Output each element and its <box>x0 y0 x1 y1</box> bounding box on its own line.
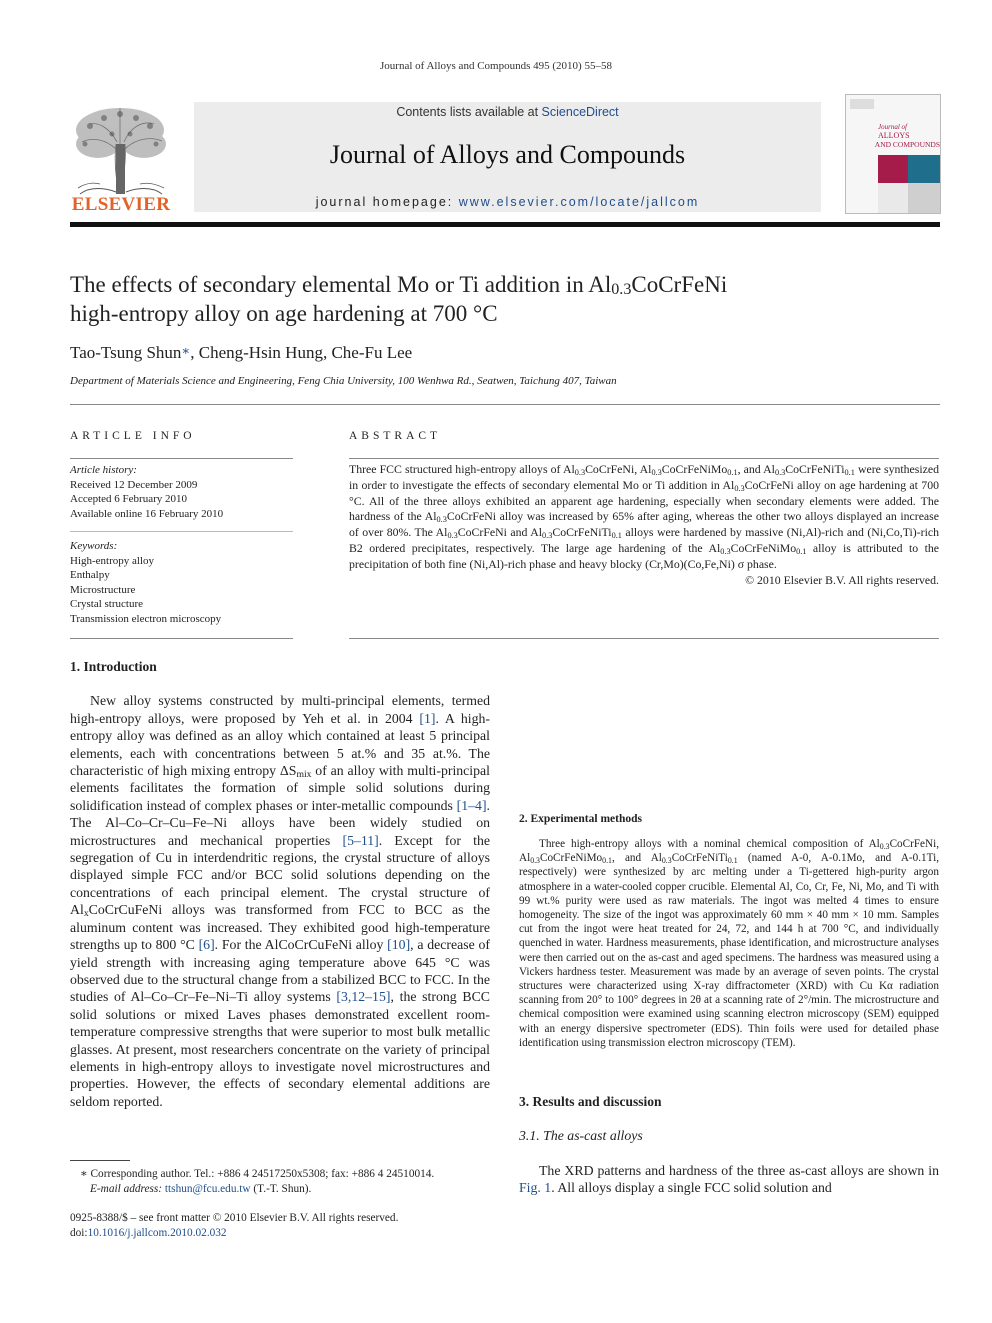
author-first: Tao-Tsung Shun <box>70 343 182 362</box>
keywords <box>70 539 293 626</box>
abstract-text: CoCrFeNiMo <box>661 462 728 476</box>
journal-banner <box>194 102 821 212</box>
contents-line <box>194 105 821 119</box>
text: New alloy systems constructed by multi-principal elements, termed high-entropy alloys, were proposed by Yeh et al. in 2004 <box>70 693 490 726</box>
text: . A high-entropy alloy was defined as an alloy which contained at least 5 principal elements, each with concentrations between 5 at.% and 35 at.%. The characteristic of high mixing entropy ΔS <box>70 710 490 779</box>
title-part-2: CoCrFeNi <box>631 272 728 297</box>
keyword: Transmission electron microscopy <box>70 612 222 625</box>
corresponding-mark[interactable]: ∗ <box>181 343 191 358</box>
elsevier-logo[interactable] <box>70 104 172 216</box>
header-rule <box>70 222 940 227</box>
homepage-link[interactable]: www.elsevier.com/locate/jallcom <box>458 195 700 209</box>
sciencedirect-link[interactable]: ScienceDirect <box>541 105 619 119</box>
title-sub: 0.3 <box>611 281 632 298</box>
text: CoCrFeNi, Al <box>519 838 939 865</box>
sub: 0.1 <box>602 856 612 866</box>
title-part-1: The effects of secondary elemental Mo or Ti addition in Al <box>70 272 612 297</box>
cover-graphic <box>846 95 940 213</box>
abstract-text: alloy is attributed to the precipitation of both fine (Ni,Al)-rich phase and heavy blocky (Cr,Mo)(Co,Fe,Ni) σ phase. <box>349 540 939 571</box>
sub: 0.1 <box>844 468 855 477</box>
results-paragraph <box>519 1162 939 1197</box>
cover-text-journal: Journal of <box>878 123 907 131</box>
abstract-body <box>349 462 939 588</box>
abstract-text: CoCrFeNi alloy on age hardening at 700 °C. All of the three alloys exhibited an apparent age hardening, especially when secondary elements were added. The hardness of the Al <box>349 477 939 524</box>
text: . All alloys display a single FCC solid solution and <box>551 1180 832 1196</box>
abstract-text: were synthesized in order to investigate the effects of secondary elemental Mo or Ti addition in Al <box>349 462 940 492</box>
text: of an alloy with multi-principal elements facilitates the formation of simple solid solutions during solidification instead of complex phases or inter-metallic compounds <box>70 763 490 813</box>
sub: 0.1 <box>611 531 622 541</box>
text: , a decrease of yield strength with increasing aging temperature above 645 °C was observed due to the structural change from a stabilized BCC to FCC. In the studies of Al–Co–Cr–Fe–Ni–Ti alloy systems <box>70 937 490 1005</box>
abstract-text: CoCrFeNi, Al <box>585 462 652 476</box>
abstract-text: CoCrFeNi alloy was increased by 65% after aging, whereas the other two alloys displayed an increase of over 80%. The Al <box>349 509 939 540</box>
sub: x <box>83 908 89 920</box>
footnote-rule <box>70 1160 130 1161</box>
issn-line: 0925-8388/$ – see front matter © 2010 Elsevier B.V. All rights reserved. <box>70 1212 399 1224</box>
article-info-heading: ARTICLE INFO <box>70 430 196 442</box>
sub: 0.3 <box>574 468 586 477</box>
abstract-text: alloys were hardened by massive (Ni,Al)-rich and (Ni,Co,Ti)-rich B2 ordered precipitates, respectively. The large age hardening of the Al <box>349 525 939 555</box>
keywords-label: Keywords: <box>70 540 118 552</box>
article-history <box>70 463 293 521</box>
footnote <box>70 1167 490 1197</box>
issn-doi <box>70 1211 490 1241</box>
abstract-text: CoCrFeNi and Al <box>457 525 543 540</box>
abstract-text: Three FCC structured high-entropy alloys of Al <box>349 462 575 476</box>
text: . Except for the segregation of Cu in interdendritic regions, the crystal structure of alloys displayed simple FCC and/or BCC solid solutions depending on the concentrations of each principal element. The crystal structure of Al <box>70 832 490 918</box>
text: CoCrCuFeNi alloys was transformed from FCC to BCC as the aluminum content was increased. They exhibited good high-temperature strengths up to 800 °C <box>70 902 490 953</box>
title-part-3: high-entropy alloy on age hardening at 700 °C <box>70 301 498 326</box>
text: CoCrFeNiMo <box>539 852 603 865</box>
sub: 0.3 <box>734 483 745 493</box>
keyword: Enthalpy <box>70 569 110 581</box>
abstract-rule-2 <box>349 638 939 639</box>
sub: 0.3 <box>436 515 447 525</box>
sub: 0.3 <box>447 531 458 541</box>
keyword: High-entropy alloy <box>70 554 155 567</box>
doi-link[interactable]: 10.1016/j.jallcom.2010.02.032 <box>87 1227 227 1239</box>
footnote-mark: ∗ <box>80 1168 88 1180</box>
results-section <box>519 1093 939 1197</box>
keyword: Crystal structure <box>70 598 144 610</box>
running-head: Journal of Alloys and Compounds 495 (2010) 55–58 <box>380 60 612 72</box>
sub: 0.3 <box>879 842 890 851</box>
homepage-prefix: journal homepage: <box>315 195 459 209</box>
sub: 0.1 <box>727 856 738 866</box>
history-online: Available online 16 February 2010 <box>70 507 224 520</box>
info-rule-3 <box>70 638 293 639</box>
info-rule-1 <box>70 458 293 459</box>
intro-paragraph-1 <box>70 692 490 1110</box>
sub: 0.3 <box>774 468 786 477</box>
copyright: © 2010 Elsevier B.V. All rights reserved. <box>745 572 939 587</box>
text: , and Al <box>611 852 662 865</box>
methods-heading: 2. Experimental methods <box>519 813 642 825</box>
citation-link[interactable]: [3,12–15] <box>336 989 391 1005</box>
sub: 0.3 <box>651 468 662 477</box>
abstract-text: CoCrFeNiMo <box>730 540 797 555</box>
info-rule-2 <box>70 531 293 532</box>
cover-text-alloys: ALLOYS <box>878 131 910 140</box>
citation-link[interactable]: [10] <box>387 937 411 953</box>
keyword: Microstructure <box>70 583 136 596</box>
history-received: Received 12 December 2009 <box>70 478 198 491</box>
contents-prefix: Contents lists available at <box>396 105 542 119</box>
sub: 0.3 <box>530 856 540 866</box>
abstract-text: CoCrFeNiTi <box>785 462 845 476</box>
intro-section <box>70 658 490 1110</box>
sub: 0.3 <box>661 856 672 866</box>
abstract-rule-1 <box>349 458 939 459</box>
affiliation-rule <box>70 404 940 405</box>
journal-title: Journal of Alloys and Compounds <box>329 140 686 169</box>
abstract-heading: ABSTRACT <box>349 430 442 442</box>
article-title <box>70 270 930 328</box>
results-subheading: 3.1. The as-cast alloys <box>519 1128 643 1144</box>
email-link[interactable]: ttshun@fcu.edu.tw <box>164 1183 251 1195</box>
cover-text-compounds: AND COMPOUNDS <box>874 140 940 149</box>
sub: 0.1 <box>796 546 807 556</box>
text: (named A-0, A-0.1Mo, and A-0.1Ti, respectively) were synthesized by arc melting under a Ti-gettered high-purity argon atmosphere in a water-cooled copper crucible. Elemental Al, Co, Cr, Fe, Ni, Mo, and Ti with 99 wt.% purity were used as raw materials. The ingot was melted 4 times to ensure homogeneity. The size of the ingot was approximately 60 mm × 40 mm × 10 mm. Samples cut from the ingot were heat treated for 24, 72, and 144 h at 700 °C, and individually quenched in water. Hardness measurements, phase identification, and microstructure analyses were then carried out on the as-cast and aged specimens. The hardness was measured using a Vickers hardness tester. Measurement was made by an average of seven points. The crystal structures were characterized using X-ray diffractometer (XRD) with Cu Kα radiation scanning from 20° to 100° degrees in 2θ at a scanning rate of 2°/min. The microstructure and chemical composition were examined using scanning electron microscopy (SEM) equipped with an energy dispersive spectrometer (EDS). Thin foils were used for detailed phase identification using transmission electron microscopy (TEM). <box>519 852 939 1049</box>
journal-cover[interactable] <box>845 94 941 214</box>
text: CoCrFeNiTi <box>671 852 728 865</box>
abstract-text: CoCrFeNiTi <box>552 525 612 540</box>
text: . For the AlCoCrCuFeNi alloy <box>214 937 388 953</box>
tree-logo-icon <box>70 104 172 196</box>
email-after: (T.-T. Shun). <box>250 1183 312 1195</box>
sub: 0.3 <box>542 531 553 541</box>
citation-link[interactable]: [6] <box>198 937 215 953</box>
doi-prefix: doi: <box>70 1227 88 1239</box>
history-label: Article history: <box>70 464 137 476</box>
affiliation: Department of Materials Science and Engineering, Feng Chia University, 100 Wenhwa Rd., Seatwen, Taichung 407, Taiwan <box>70 375 617 387</box>
intro-heading: 1. Introduction <box>70 659 157 674</box>
sub: 0.1 <box>727 468 738 477</box>
figure-link[interactable]: Fig. 1 <box>519 1180 552 1196</box>
text: The XRD patterns and hardness of the three as-cast alloys are shown in <box>539 1162 939 1178</box>
author-list <box>70 343 412 363</box>
history-accepted: Accepted 6 February 2010 <box>70 493 187 505</box>
text: . The Al–Co–Cr–Cu–Fe–Ni alloys have been widely studied on microstructures and mechanical properties <box>70 797 490 848</box>
homepage-line <box>194 195 821 209</box>
citation-link[interactable]: [1–4] <box>456 797 487 813</box>
citation-link[interactable]: [5–11] <box>342 832 379 848</box>
abstract-text: , and Al <box>737 462 775 476</box>
results-heading: 3. Results and discussion <box>519 1094 662 1109</box>
authors-rest: , Cheng-Hsin Hung, Che-Fu Lee <box>190 343 413 362</box>
sub: 0.3 <box>720 546 731 556</box>
footnote-corr: Corresponding author. Tel.: +886 4 24517250x5308; fax: +886 4 24510014. <box>87 1168 435 1180</box>
email-label: E-mail address: <box>90 1183 165 1195</box>
citation-link[interactable]: [1] <box>419 710 436 726</box>
methods-body <box>519 837 939 1050</box>
sub: mix <box>296 769 312 781</box>
text: Three high-entropy alloys with a nominal chemical composition of Al <box>539 838 880 850</box>
elsevier-wordmark: ELSEVIER <box>71 194 171 215</box>
text: , the strong BCC solid solutions or mixed Laves phases demonstrated excellent room-temperature compressive strengths that were superior to most bulk metallic glasses. At present, most researchers concentrate on the variety of principal elements in high-entropy alloys to investigate novel microstructures and properties. However, the effects of secondary elemental additions are seldom reported. <box>70 989 490 1109</box>
methods-section <box>519 813 939 1050</box>
